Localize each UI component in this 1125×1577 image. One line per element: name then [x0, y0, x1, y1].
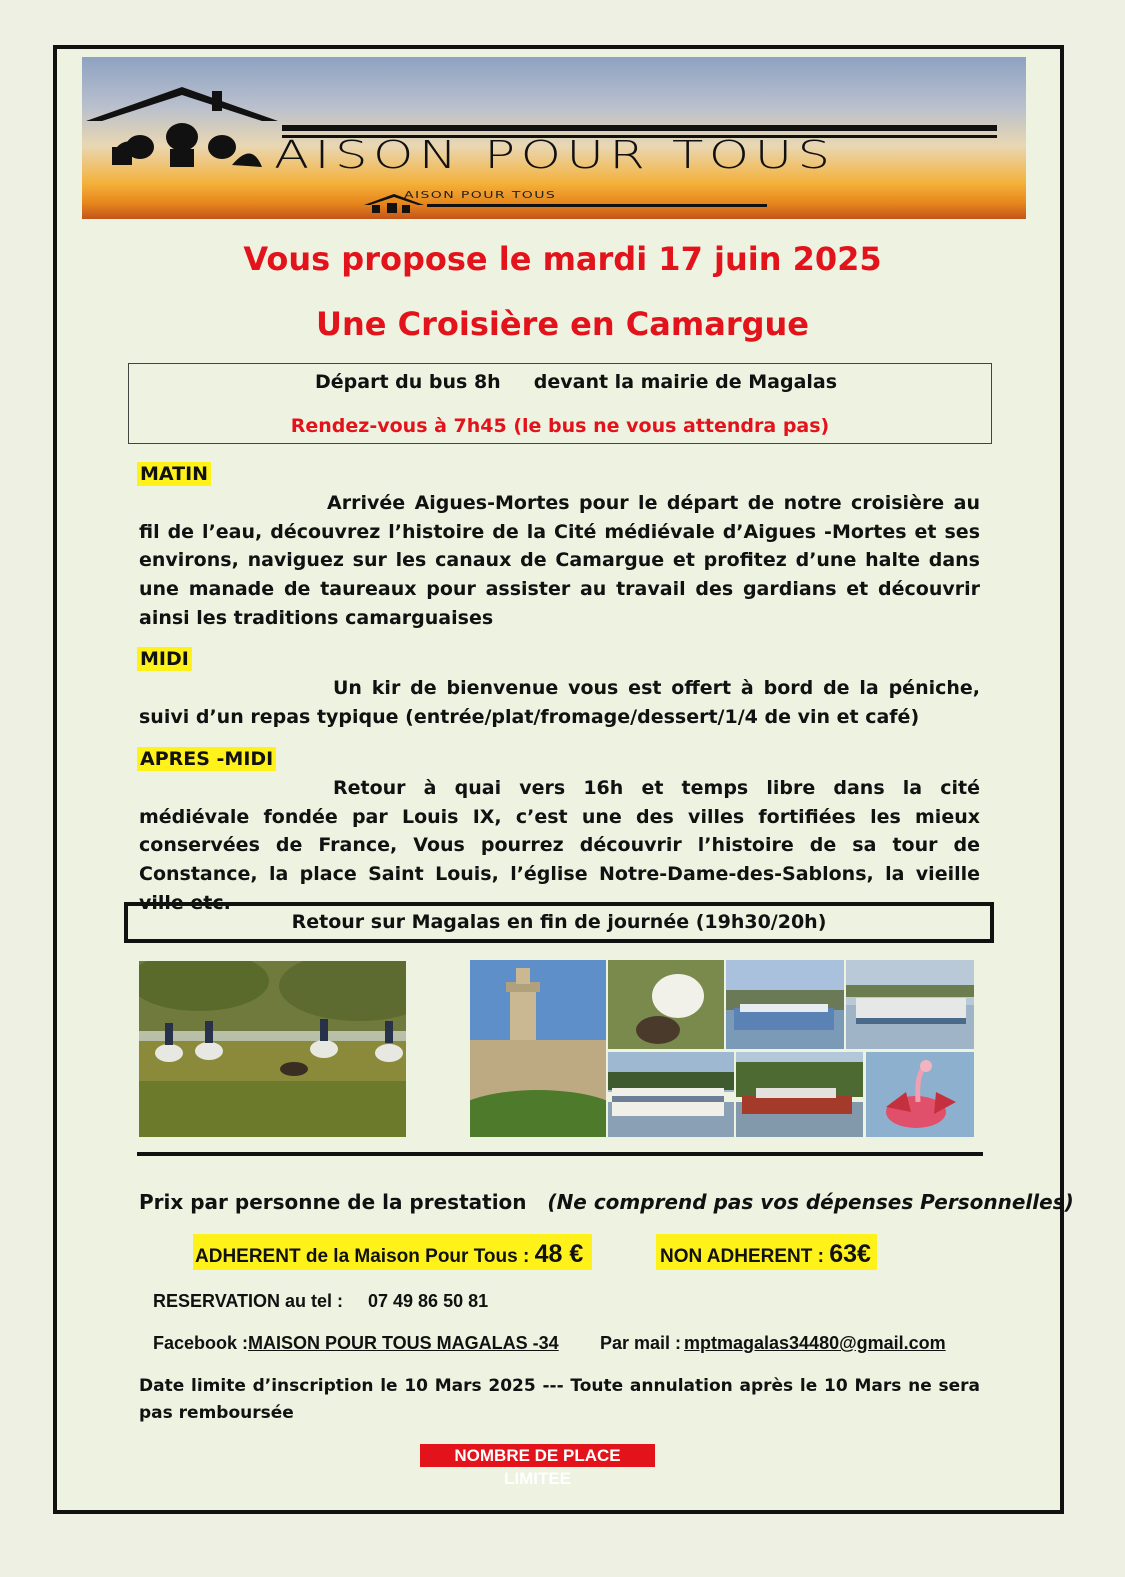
reservation-phone[interactable]: 07 49 86 50 81 — [368, 1291, 489, 1311]
return-box: Retour sur Magalas en fin de journée (19h30/20h) — [124, 902, 994, 943]
separator-line — [137, 1152, 983, 1156]
horse-riders-photo — [139, 961, 406, 1137]
departure-box — [128, 363, 992, 444]
red-boat-photo — [736, 1052, 863, 1137]
facebook-label: Facebook : — [153, 1333, 249, 1353]
limited-places-badge: NOMBRE DE PLACE LIMITEE — [420, 1444, 655, 1467]
event-title: Une Croisière en Camargue — [316, 305, 809, 343]
boat-photo-2 — [846, 960, 974, 1049]
deadline-text: Date limite d’inscription le 10 Mars 2025 --- Toute annulation après le 10 Mars ne sera pas remboursée — [139, 1376, 980, 1423]
flamingo-photo — [866, 1052, 974, 1137]
member-price: ADHERENT de la Maison Pour Tous : 48 € — [195, 1240, 584, 1268]
white-horse-photo — [608, 960, 724, 1049]
price-note: (Ne comprend pas vos dépenses Personnelles) — [547, 1190, 1074, 1214]
date-heading: Vous propose le mardi 17 juin 2025 — [243, 240, 882, 278]
boat-photo-1 — [726, 960, 844, 1049]
email-link[interactable]: mptmagalas34480@gmail.com — [684, 1333, 946, 1353]
banner-small-title: AISON POUR TOUS — [404, 190, 557, 201]
member-price-value: 48 € — [534, 1240, 584, 1268]
nonmember-price: NON ADHERENT : 63€ — [660, 1240, 871, 1268]
banner-title: AISON POUR TOUS — [274, 133, 836, 177]
morning-text: Arrivée Aigues-Mortes pour le départ de notre croisière au fil de l’eau, découvrez l’histoire de la Cité médiévale d’Aigues -Mortes et ses environs, naviguez sur les canaux de Camargue et profitez d’une halte dans une manade de taureaux pour assister au travail des gardians et découvrir ainsi les traditions camarguaises — [139, 492, 980, 629]
peniche-photo — [608, 1052, 734, 1137]
meeting-line: Rendez-vous à 7h45 (le bus ne vous attendra pas) — [290, 415, 830, 437]
noon-label: MIDI — [137, 647, 192, 671]
facebook-link[interactable]: MAISON POUR TOUS MAGALAS -34 — [248, 1333, 559, 1353]
afternoon-label: APRES -MIDI — [137, 747, 276, 771]
tower-photo — [470, 960, 606, 1137]
nonmember-price-value: 63€ — [829, 1240, 871, 1268]
noon-text: Un kir de bienvenue vous est offert à bord de la péniche, suivi d’un repas typique (entrée/plat/fromage/dessert/1/4 de vin et café) — [139, 677, 980, 728]
departure-line: Départ du bus 8h devant la mairie de Magalas — [315, 371, 838, 393]
morning-label: MATIN — [137, 462, 211, 486]
afternoon-text: Retour à quai vers 16h et temps libre dans la cité médiévale fondée par Louis IX, c’est une des villes fortifiées les mieux conservées de France, Vous pourrez découvrir l’histoire de sa tour de Constance, la place Saint Louis, l’église Notre-Dame-des-Sablons, la vieille ville etc. — [139, 777, 980, 914]
price-heading — [139, 1190, 1074, 1214]
reservation-label: RESERVATION au tel : — [153, 1291, 344, 1311]
mail-label: Par mail : — [600, 1333, 682, 1353]
price-label: Prix par personne de la prestation — [139, 1190, 527, 1214]
